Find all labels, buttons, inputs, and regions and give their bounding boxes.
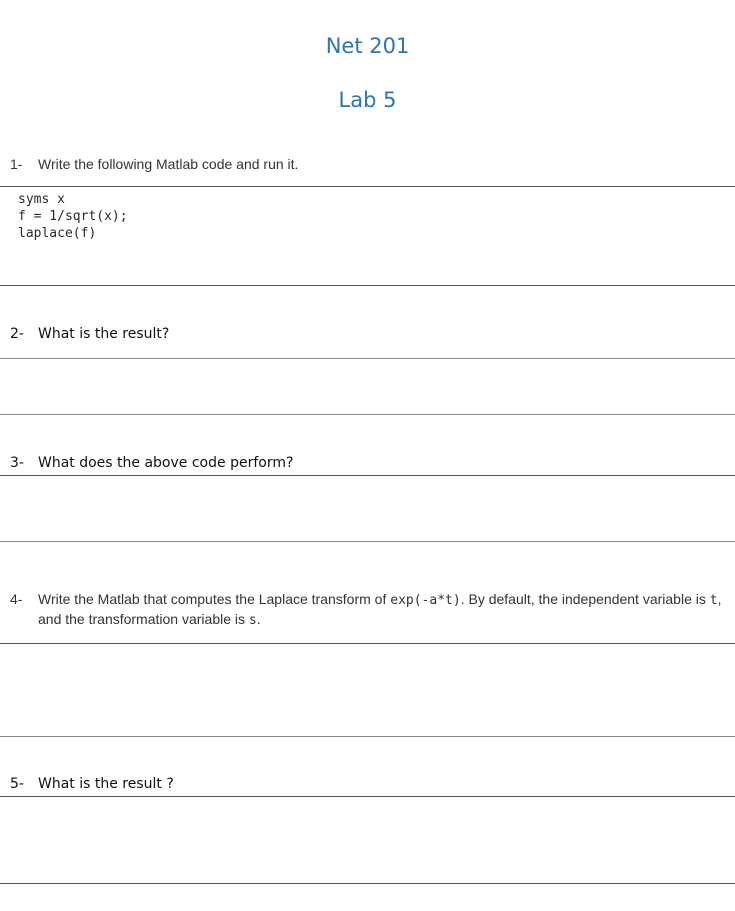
question-5-text: What is the result ?: [38, 776, 174, 792]
answer-5-bottom-border: [0, 883, 735, 884]
question-4-text: [10, 590, 735, 630]
code-expression: exp(-a*t): [390, 593, 461, 608]
answer-2-top-border: [0, 358, 735, 359]
code-line: laplace(f): [18, 226, 97, 241]
code-box-bottom-border: [0, 285, 735, 286]
answer-2-bottom-border: [0, 414, 735, 415]
question-2-text: What is the result?: [38, 326, 170, 342]
question-4-text-part: , and the transformation variable is: [38, 591, 722, 627]
answer-4-bottom-border: [0, 736, 735, 737]
code-line: f = 1/sqrt(x);: [18, 209, 128, 224]
lab-title: Lab 5: [338, 88, 397, 112]
question-3-text: What does the above code perform?: [38, 455, 294, 471]
question-4-text-part: .: [256, 611, 261, 627]
question-5-number: 5-: [10, 776, 24, 792]
question-4-text-part: Write the Matlab that computes the Laplace transform of: [38, 591, 391, 607]
answer-5-top-border: [0, 796, 735, 797]
question-3: [10, 454, 735, 473]
code-variable-s: s: [248, 613, 257, 628]
question-2-number: 2-: [10, 326, 24, 342]
answer-4-top-border: [0, 643, 735, 644]
code-block: [18, 191, 128, 242]
code-line: syms x: [18, 192, 65, 207]
code-box-top-border: [0, 186, 735, 187]
answer-3-bottom-border: [0, 541, 735, 542]
question-4: [10, 590, 735, 630]
question-1: [10, 155, 735, 174]
question-1-text: Write the following Matlab code and run it.: [38, 156, 299, 172]
question-5: [10, 775, 735, 794]
question-3-number: 3-: [10, 455, 24, 471]
question-2: [10, 325, 735, 344]
answer-3-top-border: [0, 475, 735, 476]
question-1-number: 1-: [10, 156, 23, 172]
question-4-text-part: . By default, the independent variable is: [460, 591, 710, 607]
code-variable-t: t: [709, 593, 718, 608]
course-title: Net 201: [325, 34, 410, 58]
question-4-number: 4-: [10, 591, 23, 607]
